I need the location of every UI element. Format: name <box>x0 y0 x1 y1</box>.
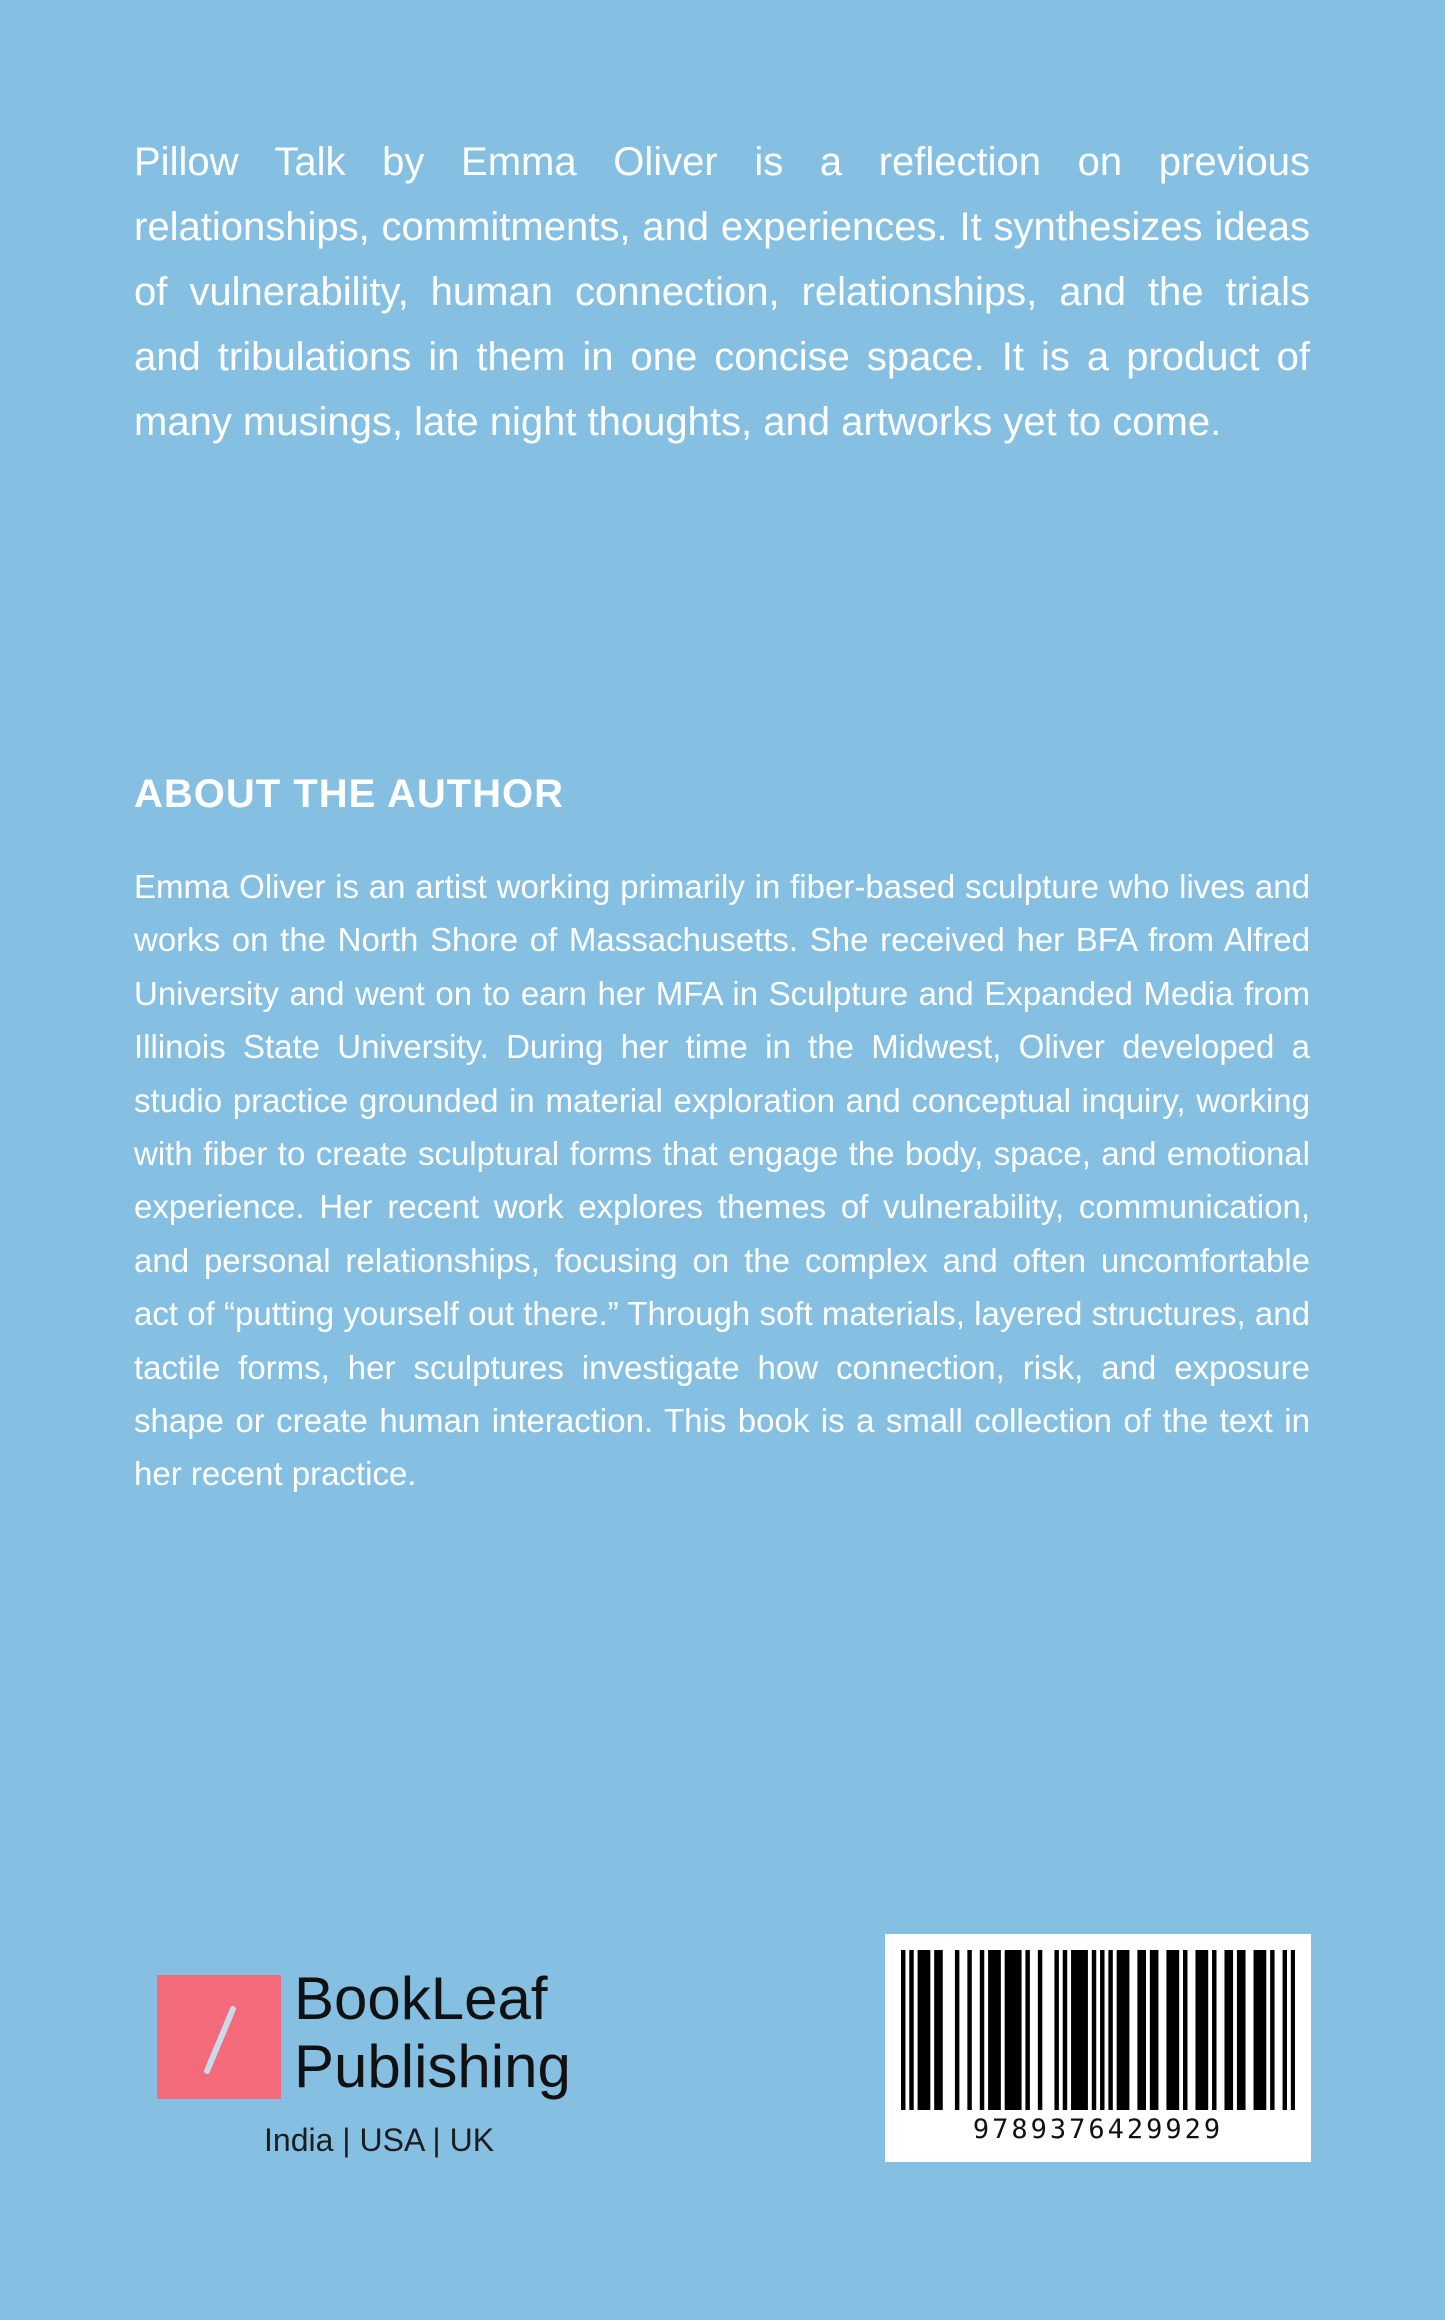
barcode-bar <box>1108 1950 1112 2110</box>
barcode-bar <box>988 1950 992 2110</box>
barcode-bar <box>1150 1950 1154 2110</box>
barcode-bar <box>918 1950 922 2110</box>
barcode-bar <box>1283 1950 1287 2110</box>
barcode-bar <box>1237 1950 1241 2110</box>
author-bio: Emma Oliver is an artist working primarily in fiber-based sculpture who lives and works on the North Shore of Massachusetts. She received her BFA from Alfred University and went on to earn her MFA in Sculpture and Expanded Media from Illinois State University. During her time in the Midwest, Oliver developed a studio practice grounded in material exploration and conceptual inquiry, working with fiber to create sculptural forms that engage the body, space, and emotional experience. Her recent work explores themes of vulnerability, communication, and personal relationships, focusing on the complex and often uncomfortable act of “putting yourself out there.” Through soft materials, layered structures, and tactile forms, her sculptures investigate how connection, risk, and exposure shape or create human interaction. This book is a small collection of the text in her recent practice. <box>134 868 1310 1493</box>
barcode-bar <box>1038 1950 1042 2110</box>
barcode-bar <box>996 1950 1000 2110</box>
barcode-bar <box>1054 1950 1058 2110</box>
logo-square <box>157 1975 281 2099</box>
publisher-logo <box>157 1965 617 2165</box>
barcode-bar <box>1075 1950 1079 2110</box>
barcode-bar <box>1175 1950 1179 2110</box>
slash-icon <box>157 1975 281 2099</box>
barcode-bar <box>1270 1950 1274 2110</box>
barcode-bar <box>934 1950 938 2110</box>
barcode-bar <box>967 1950 971 2110</box>
barcode-bar <box>1262 1950 1266 2110</box>
barcode-bar <box>1025 1950 1029 2110</box>
barcode-bar <box>1142 1950 1146 2110</box>
publisher-name-line1: BookLeaf <box>294 1965 548 2032</box>
barcode-bar <box>922 1950 926 2110</box>
barcode-bar <box>1171 1950 1175 2110</box>
publisher-name-line2: Publishing <box>294 2033 571 2100</box>
isbn-barcode <box>885 1934 1311 2162</box>
barcode-bar <box>901 1950 905 2110</box>
barcode-bar <box>1258 1950 1262 2110</box>
barcode-bar <box>1005 1950 1009 2110</box>
barcode-bar <box>938 1950 942 2110</box>
barcode-bar <box>1166 1950 1170 2110</box>
barcode-bar <box>1125 1950 1129 2110</box>
barcode-bar <box>1195 1950 1199 2110</box>
barcode-bar <box>1079 1950 1083 2110</box>
barcode-bar <box>980 1950 984 2110</box>
barcode-bar <box>1224 1950 1228 2110</box>
publisher-regions: India | USA | UK <box>264 2122 495 2158</box>
barcode-bar <box>1212 1950 1216 2110</box>
barcode-bar <box>1083 1950 1087 2110</box>
barcode-bar <box>1254 1950 1258 2110</box>
about-author-heading: ABOUT THE AUTHOR <box>134 772 565 816</box>
barcode-bar <box>1013 1950 1017 2110</box>
barcode-bar <box>1017 1950 1021 2110</box>
barcode-bar <box>955 1950 959 2110</box>
barcode-bar <box>1071 1950 1075 2110</box>
barcode-bar <box>1200 1950 1204 2110</box>
barcode-bar <box>1241 1950 1245 2110</box>
isbn-number: 9789376429929 <box>972 2114 1224 2145</box>
barcode-bar <box>909 1950 913 2110</box>
barcode-bar <box>1117 1950 1121 2110</box>
barcode-bar <box>1063 1950 1067 2110</box>
barcode-bar <box>926 1950 930 2110</box>
barcode-bar <box>1204 1950 1208 2110</box>
barcode-bar <box>1009 1950 1013 2110</box>
barcode-bar <box>1154 1950 1158 2110</box>
barcode-bar <box>1100 1950 1104 2110</box>
barcode-bar <box>1137 1950 1141 2110</box>
barcode-bar <box>1291 1950 1295 2110</box>
barcode-bar <box>992 1950 996 2110</box>
barcode-bar <box>1121 1950 1125 2110</box>
barcode-bar <box>1092 1950 1096 2110</box>
book-blurb: Pillow Talk by Emma Oliver is a reflection on previous relationships, commitments, and experiences. It synthesizes ideas of vulnerability, human connection, relationships, and the trials and tribulations in them in one concise space. It is a product of many musings, late night thoughts, and artworks yet to come. <box>134 140 1310 444</box>
barcode-bar <box>1229 1950 1233 2110</box>
barcode-bars <box>901 1950 1295 2110</box>
barcode-bar <box>1183 1950 1187 2110</box>
